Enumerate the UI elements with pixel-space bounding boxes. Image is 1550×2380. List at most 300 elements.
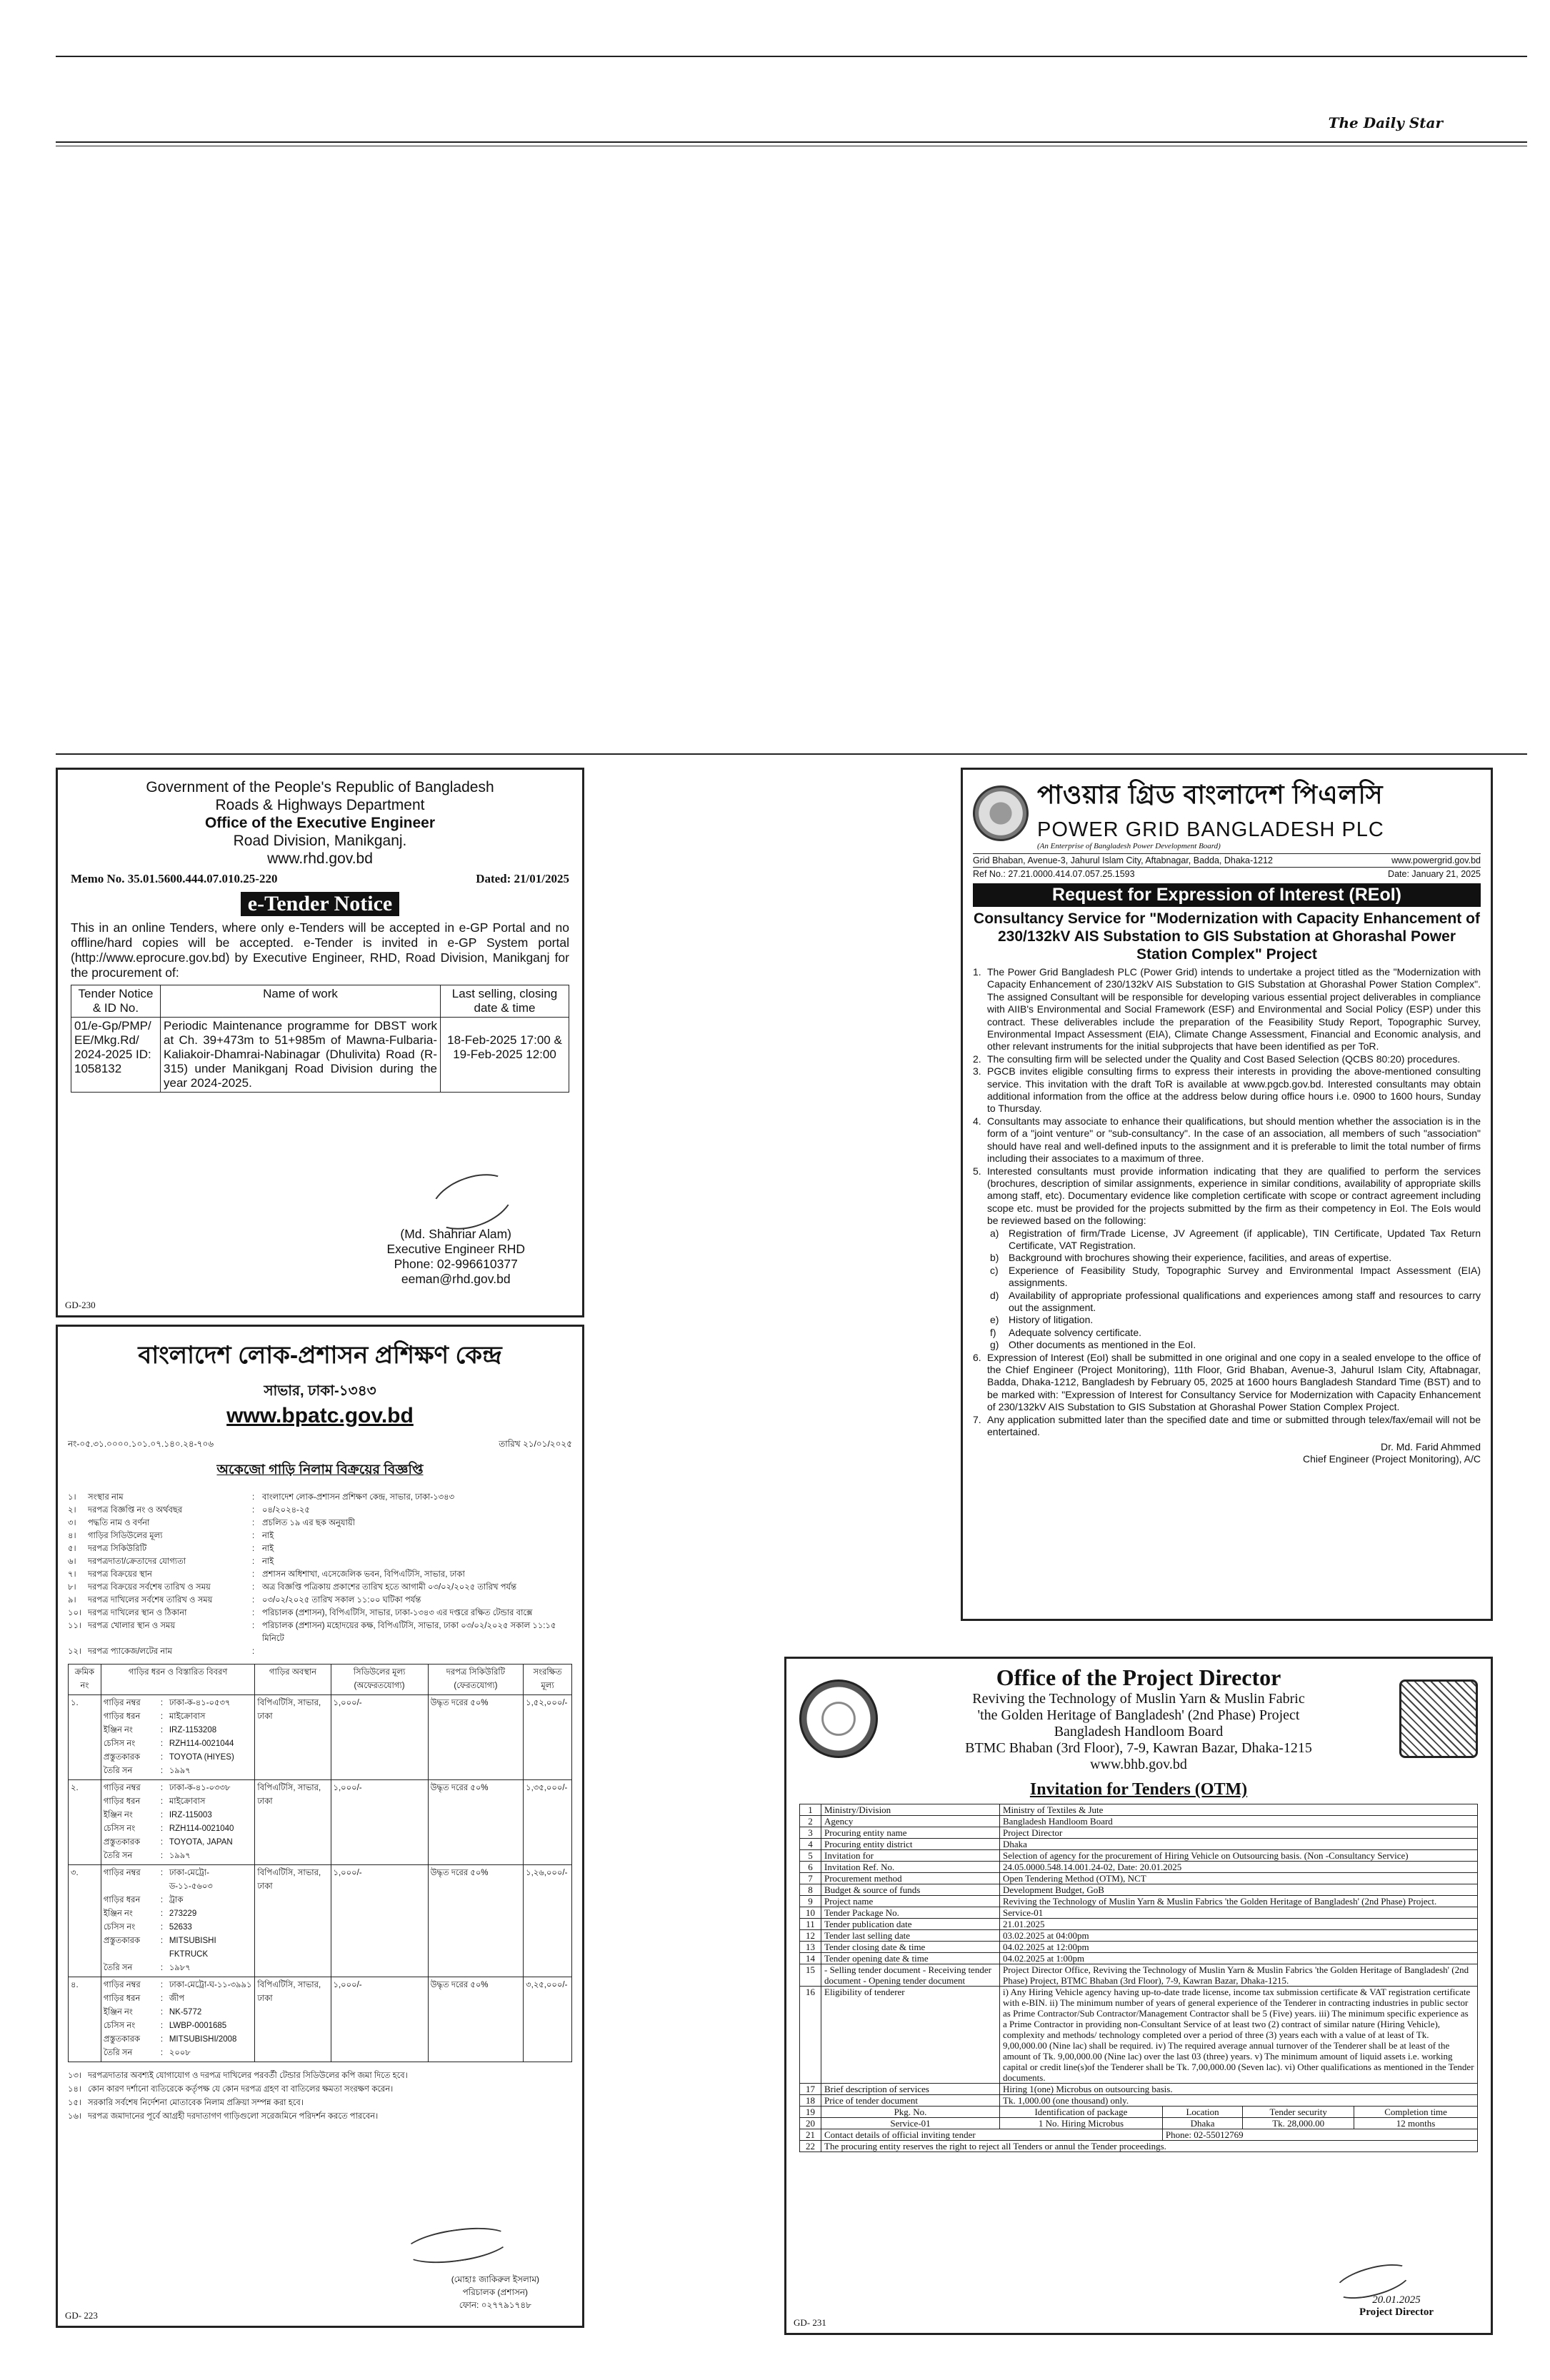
ad4-project-line-1: Reviving the Technology of Muslin Yarn & Muslin Fabric [972,1691,1305,1707]
ad3-subitem-text: Availability of appropriate professional qualifications and experiences among staff and resources to carry out the assignment. [1009,1289,1481,1313]
ad2-signature [402,2222,513,2269]
ad2-info-cell: : [252,1570,255,1579]
ad3-subitem-no: a) [990,1227,999,1239]
ad2-field-label: গাড়ির নম্বর [103,1699,141,1707]
ad3-subitem-no: f) [990,1326,996,1338]
ad2-field-value: ঢাকা-ক-৪১-০৩৩৮ [169,1784,231,1792]
ad2-field-label: ইঞ্জিন নং [103,1811,133,1819]
ad3-para-text: PGCB invites eligible consulting firms to express their interests in providing the above-mentioned consulting service. This invitation with the draft ToR is available at www.pgcb.gov.bd. Interested consultants may obtain additional information from the office at the address below during office hours i.e. 0900 to 1600 hours, Sunday to Thursday. [987,1065,1481,1115]
ad1-sig-name: (Md. Shahriar Alam) [400,1227,512,1241]
ad2-row-res: ৩,২৫,০০০/- [524,1977,572,2062]
ad2-info-cell: দরপত্র প্যাকেজ/লটের নাম [88,1647,173,1656]
ad2-colon: : [160,1964,164,1972]
ad3-para-no: 1. [973,966,981,978]
ad4-row-key: Contact details of official inviting tender [821,2129,1163,2141]
ad2-vehicle-field [104,2033,253,2047]
ad2-info-row [68,1568,572,1581]
ad4-row-value: 03.02.2025 at 04:00pm [1000,1930,1478,1942]
ad2-info-cell: দরপত্র বিজ্ঞপ্তি নং ও অর্থবছর [88,1506,183,1515]
table-row [800,1930,1478,1942]
ad1-header [71,778,569,868]
ad4-row-key: Tender last selling date [821,1930,1000,1942]
ad2-code: GD- 223 [65,2310,98,2321]
ad2-note-text: দরপত্র জমাদানের পূর্বে আগ্রহী দরদাতাগণ গাড়িগুলো সরেজমিনে পরিদর্শন করতে পারবেন। [88,2112,379,2121]
table-row [800,2084,1478,2095]
ad4-website-link[interactable]: www.bhb.gov.bd [1090,1757,1187,1772]
ad2-vehicle-details [101,1865,255,1977]
ad2-info-cell: : [252,1557,255,1566]
ad2-field-value: IRZ-1153208 [169,1726,217,1734]
ad2-vehicle-details [101,1695,255,1780]
ad2-info-cell: দরপত্র দাখিলের সর্বশেষ তারিখ ও সময় [88,1596,213,1605]
ad4-row-key: Invitation for [821,1850,1000,1862]
ad2-colon: : [160,2022,164,2030]
table-row [800,2095,1478,2107]
ad3-website-link[interactable]: www.powergrid.gov.bd [1391,855,1481,865]
ad2-sig-title: পরিচালক (প্রশাসন) [462,2287,529,2297]
ad2-info-list [68,1491,572,1658]
ad2-info-cell [262,1645,572,1658]
ad2-row-price: ১,০০০/- [331,1977,428,2062]
ad2-sig-name: (মোহাঃ জাকিরুল ইসলাম) [451,2274,539,2284]
ad2-info-cell: দরপত্র বিক্রয়ের সর্বশেষ তারিখ ও সময় [88,1583,211,1592]
ad2-memo-row [68,1438,572,1452]
ad2-info-cell: ৪। [68,1532,76,1540]
ad2-row-no: ৩. [69,1865,101,1977]
top-rule [56,56,1527,57]
ad2-vehicle-field [104,1867,253,1894]
ad4-address: BTMC Bhaban (3rd Floor), 7-9, Kawran Bazar, Dhaka-1215 [965,1740,1312,1756]
ad3-para-no: 4. [973,1115,981,1127]
ad2-table-header: গাড়ির ধরন ও বিস্তারিত বিবরণ [101,1665,255,1695]
ad4-row-value: Reviving the Technology of Muslin Yarn & Muslin Fabrics 'the Golden Heritage of Bangladesh' (2nd Phase) Project. [1000,1896,1478,1907]
ad2-field-label: প্রস্তুতকারক [103,2035,141,2044]
ad4-pkg-cell: Tk. 28,000.00 [1243,2118,1354,2129]
ad2-field-value: মাইক্রোবাস [169,1712,206,1721]
ad2-row-sec: উদ্ধৃত দরের ৫০% [428,1977,524,2062]
ad2-info-cell: : [252,1506,255,1515]
ad4-row-no: 9 [800,1896,821,1907]
ad2-info-cell: : [252,1519,255,1527]
ad2-colon: : [160,1869,164,1877]
ad3-subitem-text: Adequate solvency certificate. [1009,1326,1141,1338]
ad2-heading: অকেজো গাড়ি নিলাম বিক্রয়ের বিজ্ঞপ্তি [216,1462,424,1477]
ad4-signatory [1359,2294,1434,2319]
ad2-field-value: ঢাকা-ক-৪১-০৫৩৭ [169,1699,231,1707]
ad2-field-label: গাড়ির নম্বর [103,1981,141,1989]
ad4-row-no: 18 [800,2095,821,2107]
ad1-dept-line: Roads & Highways Department [215,797,425,813]
ad3-company-name: POWER GRID BANGLADESH PLC [1037,818,1384,841]
ad2-date: তারিখ ২১/০১/২০২৫ [499,1439,572,1449]
ad3-ref-row [973,868,1481,880]
ad3-subitem-no: g) [990,1339,999,1351]
ad2-info-cell: অত্র বিজ্ঞপ্তি পত্রিকায় প্রকাশের তারিখ হতে আগামী ০৩/০২/২০২৫ তারিখ পর্যন্ত [262,1583,517,1592]
ad4-row-value: Project Director [1000,1827,1478,1839]
ad1-sig-phone: Phone: 02-996610377 [394,1257,518,1271]
ad4-sign-date: 20.01.2025 [1372,2294,1421,2306]
ad1-sig-title: Executive Engineer RHD [386,1242,525,1256]
ad2-colon: : [160,1797,164,1806]
table-row [69,1977,572,2062]
ad2-field-label: চেসিস নং [103,2022,136,2030]
ad4-row-no: 5 [800,1850,821,1862]
ad4-row-key: Ministry/Division [821,1804,1000,1816]
ad2-info-row [68,1491,572,1504]
ad2-notes [68,2069,572,2124]
ad4-pkg-cell: Dhaka [1162,2118,1242,2129]
ad1-td-dates: 18-Feb-2025 17:00 & 19-Feb-2025 12:00 [441,1018,569,1093]
ad2-colon: : [160,1937,164,1945]
ad2-vehicle-field [104,1962,253,1975]
ad4-row-key: Procuring entity name [821,1827,1000,1839]
ad2-vehicle-field [104,1894,253,1907]
ad2-info-cell: ৮। [68,1583,76,1592]
ad2-info-cell: সংস্থার নাম [88,1493,124,1502]
table-row [800,1827,1478,1839]
ad2-info-cell: বাংলাদেশ লোক-প্রশাসন প্রশিক্ষণ কেন্দ্র, সাভার, ঢাকা-১৩৪৩ [262,1493,455,1502]
ad2-info-cell: : [252,1583,255,1592]
ad2-table-header: গাড়ির অবস্থান [255,1665,331,1695]
table-row [71,1018,569,1093]
handloom-board-logo-icon [1399,1679,1478,1758]
ad4-pkg-header: Location [1162,2107,1242,2118]
ad2-vehicle-field [104,1737,253,1751]
ad2-field-value: ২০০৮ [169,2049,191,2057]
ad2-note [68,2097,572,2110]
ad1-th-id: Tender Notice & ID No. [71,985,161,1018]
ad2-field-value: 52633 [169,1923,192,1932]
ad3-address-row [973,853,1481,868]
ad4-row-value: 21.01.2025 [1000,1919,1478,1930]
ad4-pkg-cell: 1 No. Hiring Microbus [1000,2118,1163,2129]
ad1-td-id: 01/e-Gp/PMP/ EE/Mkg.Rd/ 2024-2025 ID: 1058132 [71,1018,161,1093]
table-row [69,1865,572,1977]
ad2-colon: : [160,1909,164,1918]
ad2-vehicle-field [104,1809,253,1822]
ad2-colon: : [160,1838,164,1847]
ad3-para-text: Expression of Interest (EoI) shall be submitted in one original and one copy in a sealed envelope to the office of the Chief Engineer (Project Monitoring), 11th Floor, Grid Bhaban, Avenue-3, Jahurul Islam City, Aftabnagar, Badda, Dhaka-1212, Bangladesh by February 05, 2025 at 1600 hours Bangladesh Standard Time (BST) and to be marked with: "Expression of Interest for Consultancy Service for Modernization with Capacity Enhancement of 230/132kV AIS Substation to GIS Substation at Ghorashal Power Station Complex Project. [987,1351,1481,1413]
ad2-table-header: দরপত্র সিকিউরিটি (ফেরতযোগ্য) [428,1665,524,1695]
ad2-note-no: ১৪। [68,2085,82,2094]
masthead: The Daily Star [1328,114,1443,131]
ad2-field-label: গাড়ির ধরন [103,1797,141,1806]
ad2-info-cell: ১২। [68,1647,82,1656]
ad2-note-text: কোন কারণ দর্শানো ব্যতিরেকে কর্তৃপক্ষ যে কোন দরপত্র গ্রহণ বা বাতিলের ক্ষমতা সংরক্ষণ করেন। [88,2085,394,2094]
ad1-office-line: Office of the Executive Engineer [204,815,436,831]
ad2-colon: : [160,1981,164,1989]
ad2-field-label: গাড়ির ধরন [103,1994,141,2003]
ad2-field-label: গাড়ির ধরন [103,1712,141,1721]
table-row [800,1896,1478,1907]
ad2-row-price: ১,০০০/- [331,1695,428,1780]
ad3-logo-block [973,775,1481,850]
ad3-para-text: Interested consultants must provide information indicating that they are qualified to perform the services (brochures, description of similar assignments, experience in similar conditions, availability of appropriate skills among staff, etc). Documentary evidence like completion certificate with scope or contract agreement including scope etc. must be provided for the projects submitted by the firm as their competency in EoI. The EoIs would be reviewed based on the following: [987,1165,1481,1227]
ad4-row-no: 4 [800,1839,821,1850]
ad4-row-no: 11 [800,1919,821,1930]
table-row [800,2129,1478,2141]
ad2-vehicle-field [104,2047,253,2060]
ad3-subtitle: (An Enterprise of Bangladesh Power Development Board) [1037,842,1221,850]
table-row [800,1942,1478,1953]
ads-top-rule [56,753,1527,755]
ad2-colon: : [160,2008,164,2017]
table-row [69,1780,572,1865]
ad2-colon: : [160,2035,164,2044]
ad2-info-row [68,1542,572,1555]
ad2-colon: : [160,1699,164,1707]
ad2-row-no: ১. [69,1695,101,1780]
table-row [800,1953,1478,1964]
ad4-row-key: Brief description of services [821,2084,1000,2095]
ad2-row-loc: বিপিএটিসি, সাভার, ঢাকা [255,1780,331,1865]
ad3-subitem-no: c) [990,1264,999,1276]
ad2-field-label: গাড়ির নম্বর [103,1784,141,1792]
ad4-row-value: 04.02.2025 at 12:00pm [1000,1942,1478,1953]
ad2-info-cell: ২। [68,1506,76,1515]
ad2-field-value: NK-5772 [169,2008,202,2017]
ad2-vehicle-field [104,1710,253,1724]
ad2-vehicle-field [104,1934,253,1962]
ad2-info-cell: দরপত্রদাতা/ক্রেতাদের যোগ্যতা [88,1557,186,1566]
ad2-address: সাভার, ঢাকা-১৩৪৩ [264,1383,376,1399]
ad3-subitem [973,1327,1481,1339]
ad4-project-line-2: 'the Golden Heritage of Bangladesh' (2nd Phase) Project [977,1707,1300,1723]
ad2-field-value: RZH114-0021040 [169,1824,234,1833]
ad2-vehicle-field [104,2019,253,2033]
e-tender-notice-ad [56,768,584,1317]
ad4-row-no: 20 [800,2118,821,2129]
ad2-website-link[interactable]: www.bpatc.gov.bd [226,1404,414,1427]
ad3-para-no: 6. [973,1351,981,1363]
table-row [800,1919,1478,1930]
ad3-paragraph [973,1115,1481,1165]
ad1-sig-email[interactable]: eeman@rhd.gov.bd [401,1272,511,1286]
ad4-row-no: 14 [800,1953,821,1964]
ad4-row-value: Tk. 1,000.00 (one thousand) only. [1000,2095,1478,2107]
ad4-row-no: 22 [800,2141,821,2152]
ad3-paragraph [973,1352,1481,1414]
ad3-bangla-name: পাওয়ার গ্রিড বাংলাদেশ পিএলসি [1037,780,1384,809]
ad2-field-value: RZH114-0021044 [169,1739,234,1748]
table-row [800,1862,1478,1873]
ad2-info-cell: ৯। [68,1596,76,1605]
ad2-row-loc: বিপিএটিসি, সাভার, ঢাকা [255,1865,331,1977]
table-row [800,1884,1478,1896]
ad4-row-value: Ministry of Textiles & Jute [1000,1804,1478,1816]
ad2-info-cell: ৬। [68,1557,76,1566]
ad2-info-cell: ৫। [68,1545,76,1553]
ad2-info-row [68,1645,572,1658]
ad4-row-key: Tender publication date [821,1919,1000,1930]
ad3-para-no: 7. [973,1413,981,1425]
ad2-field-label: প্রস্তুতকারক [103,1937,141,1945]
ad3-subitem [973,1227,1481,1252]
ad1-td-work: Periodic Maintenance programme for DBST work at Ch. 39+473m to 51+985m of Mawna-Fulbaria-Kaliakoir-Dhamrai-Nabinagar (Dhulivita) Road (R-315) under Manikganj Road Division during the year 2024-2025. [161,1018,441,1093]
ad2-field-value: ১৯৯৭ [169,1767,191,1775]
ad2-info-cell: ০৩/০২/২০২৫ তারিখ সকাল ১১:০০ ঘটিকা পর্যন্ত [262,1596,421,1605]
ad2-vehicle-field [104,1979,253,1992]
ad1-memo-row [71,872,569,886]
ad4-tender-table [799,1804,1478,2152]
ad1-th-work: Name of work [161,985,441,1018]
ad2-table-header: সংরক্ষিত মূল্য [524,1665,572,1695]
ad2-field-value: MITSUBISHI FKTRUCK [169,1937,216,1959]
ad2-field-value: TOYOTA (HIYES) [169,1753,234,1762]
ad2-colon: : [160,1852,164,1860]
ad2-info-cell: ৭। [68,1570,76,1579]
ad4-row-key: Price of tender document [821,2095,1000,2107]
ad3-paragraph [973,1053,1481,1065]
ad3-paragraph [973,1065,1481,1115]
ad2-vehicle-field [104,1751,253,1764]
ad3-subitem [973,1290,1481,1315]
ad4-row-no: 16 [800,1987,821,2084]
ad4-row-no: 19 [800,2107,821,2118]
ad2-info-cell: দরপত্র দাখিলের স্থান ও ঠিকানা [88,1609,187,1617]
ad3-para-text: The consulting firm will be selected under the Quality and Cost Based Selection (QCBS 80:20) procedures. [987,1053,1461,1065]
ad2-info-cell: ১। [68,1493,76,1502]
ad3-subitem-text: History of litigation. [1009,1314,1094,1326]
ad2-sig-phone: ফোন: ০২৭৭৯১৭৪৮ [459,2300,531,2310]
ad2-table-header: সিডিউলের মূল্য (অফেরতযোগ্য) [331,1665,428,1695]
table-row [800,1804,1478,1816]
ad2-colon: : [160,1784,164,1792]
ad2-vehicle-details [101,1780,255,1865]
table-row [800,1987,1478,2084]
ad4-row-key: Tender closing date & time [821,1942,1000,1953]
ad2-info-row [68,1504,572,1517]
ad4-row-key: Project name [821,1896,1000,1907]
ad1-division-line: Road Division, Manikganj. [233,833,407,849]
ad1-website-link[interactable]: www.rhd.gov.bd [267,850,373,867]
ad2-field-value: IRZ-115003 [169,1811,212,1819]
ad3-subitem [973,1314,1481,1326]
ad3-subitem-text: Experience of Feasibility Study, Topographic Survey and Environmental Impact Assessment (EIA) assignments. [1009,1264,1481,1289]
table-row [800,1850,1478,1862]
ad2-field-value: LWBP-0001685 [169,2022,227,2030]
ad2-info-cell: দরপত্র খোলার স্থান ও সময় [88,1622,176,1630]
ad3-subitem-text: Registration of firm/Trade License, JV Agreement (if applicable), TIN Certificate, Updated Tax Return Certificate, VAT Registration. [1009,1227,1481,1251]
ad4-row-value: 24.05.0000.548.14.001.24-02, Date: 20.01.2025 [1000,1862,1478,1873]
masthead-rule-1 [56,141,1527,143]
ad3-paragraph [973,1414,1481,1439]
ad2-field-label: প্রস্তুতকারক [103,1838,141,1847]
ad4-row-no: 12 [800,1930,821,1942]
ad3-paragraph [973,1165,1481,1227]
ad2-colon: : [160,1994,164,2003]
ad1-date: Dated: 21/01/2025 [476,872,569,885]
ad4-row-no: 17 [800,2084,821,2095]
power-grid-reoi-ad [961,768,1493,1621]
ad2-info-cell: পরিচালক (প্রশাসন) মহোদয়ের কক্ষ, বিপিএটিসি, সাভার, ঢাকা ০৩/০২/২০২৫ সকাল ১১:১৫ মিনিটে [262,1622,556,1643]
ad3-sig-title: Chief Engineer (Project Monitoring), A/C [1303,1453,1481,1465]
ad3-address: Grid Bhaban, Avenue-3, Jahurul Islam City, Aftabnagar, Badda, Dhaka-1212 [973,855,1273,865]
ad2-field-value: মাইক্রোবাস [169,1797,206,1806]
ad3-date: Date: January 21, 2025 [1388,869,1481,879]
ad2-field-value: 273229 [169,1909,197,1918]
ad4-row-key: Invitation Ref. No. [821,1862,1000,1873]
ad4-row-key: Procuring entity district [821,1839,1000,1850]
ad2-field-label: ইঞ্জিন নং [103,1726,133,1734]
ad2-row-price: ১,০০০/- [331,1865,428,1977]
ad4-row-no: 13 [800,1942,821,1953]
ad2-colon: : [160,2049,164,2057]
ad4-row-value: Project Director Office, Reviving the Technology of Muslin Yarn & Muslin Fabrics 'the Golden Heritage of Bangladesh' (2nd Phase) Project, BTMC Bhaban (3rd Floor), 7-9, Kawran Bazar, Dhaka-1215. [1000,1964,1478,1987]
ad2-info-cell: : [252,1647,255,1656]
ad4-row-key: Tender Package No. [821,1907,1000,1919]
ad2-vehicle-field [104,1907,253,1921]
ad2-vehicle-field [104,1764,253,1778]
ad2-vehicle-field [104,1782,253,1795]
ad1-tender-table [71,985,569,1093]
ad2-vehicle-table [68,1664,572,2062]
ad2-field-label: তৈরি সন [103,1852,133,1860]
ad4-row-key: Procurement method [821,1873,1000,1884]
ad3-sig-name: Dr. Md. Farid Ahmmed [1380,1441,1481,1453]
ad2-info-cell: নাই [262,1532,274,1540]
table-row [800,1839,1478,1850]
ad1-title: e-Tender Notice [241,892,399,916]
ad2-info-row [68,1607,572,1620]
ad1-th-dates: Last selling, closing date & time [441,985,569,1018]
table-row [800,1964,1478,1987]
ad4-pkg-cell: Service-01 [821,2118,1000,2129]
ad4-pkg-header: Pkg. No. [821,2107,1000,2118]
ad2-info-cell: প্রচলিত ১৯ এর ছক অনুযায়ী [262,1519,355,1527]
ad2-note [68,2069,572,2083]
ad2-info-row [68,1620,572,1645]
ad2-info-cell: দরপত্র সিকিউরিটি [88,1545,147,1553]
ad4-row-no: 2 [800,1816,821,1827]
ad4-pkg-header: Identification of package [1000,2107,1163,2118]
ad2-signatory [451,2273,539,2311]
ad2-info-cell: নাই [262,1545,274,1553]
ad2-info-cell: পদ্ধতি নাম ও বর্ণনা [88,1519,150,1527]
ad2-field-value: ঢাকা-মেট্রো-ড-১১-৫৬০৩ [169,1869,213,1891]
ad2-info-cell: নাই [262,1557,274,1566]
ad2-colon: : [160,1712,164,1721]
ad2-info-row [68,1581,572,1594]
ad2-field-value: MITSUBISHI/2008 [169,2035,237,2044]
ad2-info-cell: ৩। [68,1519,76,1527]
ad3-signatory [973,1441,1481,1465]
ad2-vehicle-field [104,2006,253,2019]
ad2-field-value: ১৯৯৭ [169,1852,191,1860]
ad2-field-label: তৈরি সন [103,1767,133,1775]
ad2-colon: : [160,1726,164,1734]
ad2-colon: : [160,1811,164,1819]
ad2-field-value: TOYOTA, JAPAN [169,1838,233,1847]
ad2-info-cell: : [252,1532,255,1540]
ad2-info-row [68,1594,572,1607]
ad2-note-no: ১৩। [68,2072,82,2080]
ad2-field-label: গাড়ির নম্বর [103,1869,141,1877]
handloom-otm-ad [784,1657,1493,2335]
ad2-row-res: ১,২৬,০০০/- [524,1865,572,1977]
ad4-row-no: 3 [800,1827,821,1839]
ad4-row-no: 6 [800,1862,821,1873]
ad1-memo: Memo No. 35.01.5600.444.07.010.25-220 [71,872,278,885]
ad2-vehicle-field [104,1697,253,1710]
ad3-para-no: 5. [973,1165,981,1177]
ad2-info-cell: : [252,1545,255,1553]
ad2-vehicle-details [101,1977,255,2062]
ad4-pkg-header: Tender security [1243,2107,1354,2118]
power-grid-logo-icon [973,785,1029,841]
ad2-note-text: দরপত্রদাতার অবশ্যই যোগাযোগ ও দরপত্র দাখিলের পরবর্তী টেন্ডার সিডিউলের কপি জমা দিতে হবে। [88,2072,408,2080]
ad2-info-cell: : [252,1622,255,1630]
